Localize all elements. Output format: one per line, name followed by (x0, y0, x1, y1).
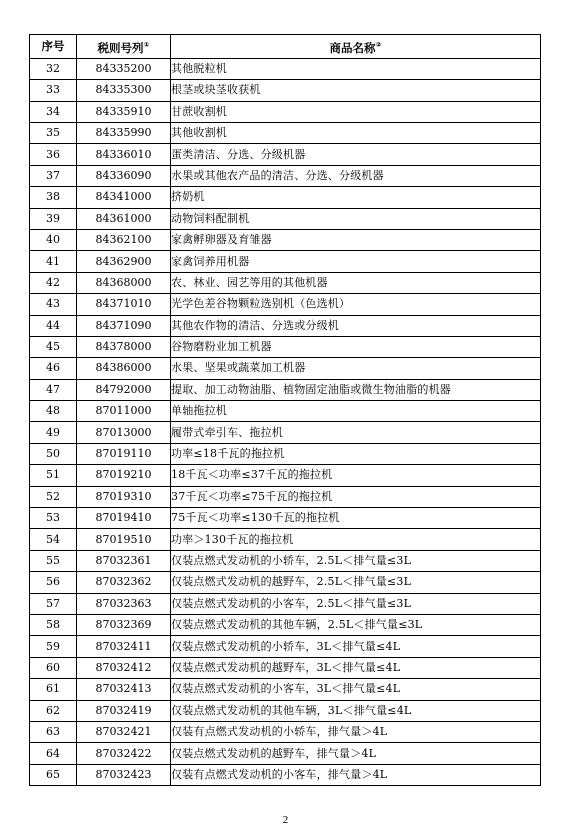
table-row (30, 443, 541, 464)
row-seq: 58 (30, 614, 77, 635)
table-row (30, 251, 541, 272)
table-row (30, 721, 541, 742)
row-code: 87011000 (77, 401, 171, 422)
row-name: 仅装点燃式发动机的越野车，3L＜排气量≤4L (171, 657, 541, 678)
row-name: 功率≤18千瓦的拖拉机 (171, 443, 541, 464)
row-code: 87032363 (77, 593, 171, 614)
row-name: 仅装点燃式发动机的小客车，3L＜排气量≤4L (171, 679, 541, 700)
table-row (30, 379, 541, 400)
row-name: 仅装点燃式发动机的越野车，排气量＞4L (171, 743, 541, 764)
row-seq: 51 (30, 465, 77, 486)
row-seq: 34 (30, 101, 77, 122)
row-name: 蛋类清洁、分选、分级机器 (171, 144, 541, 165)
row-code: 87019410 (77, 508, 171, 529)
row-code: 84335200 (77, 58, 171, 79)
row-name: 仅装点燃式发动机的其他车辆，2.5L＜排气量≤3L (171, 614, 541, 635)
row-seq: 53 (30, 508, 77, 529)
table-row (30, 144, 541, 165)
row-code: 84378000 (77, 336, 171, 357)
row-code: 87032421 (77, 721, 171, 742)
table-row (30, 58, 541, 79)
table-row (30, 614, 541, 635)
row-seq: 61 (30, 679, 77, 700)
row-name: 提取、加工动物油脂、植物固定油脂或微生物油脂的机器 (171, 379, 541, 400)
row-seq: 36 (30, 144, 77, 165)
row-name: 37千瓦＜功率≤75千瓦的拖拉机 (171, 486, 541, 507)
row-code: 87032369 (77, 614, 171, 635)
row-name: 单轴拖拉机 (171, 401, 541, 422)
row-seq: 56 (30, 572, 77, 593)
header-name-note: ② (375, 41, 382, 49)
row-code: 87032422 (77, 743, 171, 764)
table-row (30, 80, 541, 101)
row-name: 挤奶机 (171, 187, 541, 208)
row-name: 75千瓦＜功率≤130千瓦的拖拉机 (171, 508, 541, 529)
row-name: 水果、坚果或蔬菜加工机器 (171, 358, 541, 379)
row-code: 87032362 (77, 572, 171, 593)
row-seq: 63 (30, 721, 77, 742)
table-row (30, 208, 541, 229)
table-row (30, 123, 541, 144)
table-row (30, 486, 541, 507)
table-row (30, 272, 541, 293)
row-code: 87019510 (77, 529, 171, 550)
row-seq: 55 (30, 550, 77, 571)
row-name: 仅装点燃式发动机的小轿车，3L＜排气量≤4L (171, 636, 541, 657)
goods-table (29, 34, 541, 786)
row-code: 84336090 (77, 165, 171, 186)
table-row (30, 679, 541, 700)
table-row (30, 187, 541, 208)
row-seq: 48 (30, 401, 77, 422)
row-code: 87019310 (77, 486, 171, 507)
header-code-label: 税则号列 (97, 40, 144, 55)
row-code: 84336010 (77, 144, 171, 165)
table-body (30, 58, 541, 785)
row-seq: 35 (30, 123, 77, 144)
table-row (30, 743, 541, 764)
row-name: 其他农作物的清洁、分选或分级机 (171, 315, 541, 336)
row-name: 家禽饲养用机器 (171, 251, 541, 272)
row-seq: 45 (30, 336, 77, 357)
table-row (30, 764, 541, 785)
row-code: 84386000 (77, 358, 171, 379)
table-row (30, 529, 541, 550)
header-name (171, 35, 541, 59)
row-seq: 46 (30, 358, 77, 379)
row-name: 仅装点燃式发动机的越野车，2.5L＜排气量≤3L (171, 572, 541, 593)
table-row (30, 636, 541, 657)
row-seq: 64 (30, 743, 77, 764)
row-seq: 32 (30, 58, 77, 79)
row-code: 87032419 (77, 700, 171, 721)
row-seq: 42 (30, 272, 77, 293)
row-name: 仅装点燃式发动机的其他车辆，3L＜排气量≤4L (171, 700, 541, 721)
table-row (30, 700, 541, 721)
table-row (30, 336, 541, 357)
row-seq: 43 (30, 294, 77, 315)
header-name-label: 商品名称 (329, 40, 376, 55)
row-code: 84792000 (77, 379, 171, 400)
table-row (30, 401, 541, 422)
table-row (30, 657, 541, 678)
row-seq: 62 (30, 700, 77, 721)
row-code: 84371010 (77, 294, 171, 315)
row-name: 仅装点燃式发动机的小轿车，2.5L＜排气量≤3L (171, 550, 541, 571)
row-seq: 37 (30, 165, 77, 186)
row-code: 87032413 (77, 679, 171, 700)
header-code-note: ① (143, 41, 150, 49)
row-seq: 54 (30, 529, 77, 550)
row-name: 履带式牵引车、拖拉机 (171, 422, 541, 443)
row-name: 水果或其他农产品的清洁、分选、分级机器 (171, 165, 541, 186)
row-seq: 59 (30, 636, 77, 657)
row-seq: 44 (30, 315, 77, 336)
table-row (30, 294, 541, 315)
row-code: 84362900 (77, 251, 171, 272)
row-code: 84335300 (77, 80, 171, 101)
table-row (30, 315, 541, 336)
row-code: 84362100 (77, 229, 171, 250)
row-name: 光学色差谷物颗粒选别机（色选机） (171, 294, 541, 315)
row-seq: 52 (30, 486, 77, 507)
table-row (30, 358, 541, 379)
row-name: 家禽孵卵器及育雏器 (171, 229, 541, 250)
row-name: 农、林业、园艺等用的其他机器 (171, 272, 541, 293)
row-seq: 40 (30, 229, 77, 250)
header-seq: 序号 (30, 35, 77, 59)
row-code: 87013000 (77, 422, 171, 443)
row-code: 84361000 (77, 208, 171, 229)
table-row (30, 465, 541, 486)
row-seq: 39 (30, 208, 77, 229)
row-seq: 60 (30, 657, 77, 678)
row-name: 仅装点燃式发动机的小客车，2.5L＜排气量≤3L (171, 593, 541, 614)
row-seq: 65 (30, 764, 77, 785)
row-name: 其他脱粒机 (171, 58, 541, 79)
row-seq: 33 (30, 80, 77, 101)
row-name: 18千瓦＜功率≤37千瓦的拖拉机 (171, 465, 541, 486)
table-header-row (30, 35, 541, 59)
table-row (30, 508, 541, 529)
table-row (30, 101, 541, 122)
table-row (30, 550, 541, 571)
table-row (30, 572, 541, 593)
page-number: 2 (282, 814, 289, 826)
row-name: 动物饲料配制机 (171, 208, 541, 229)
row-code: 84335990 (77, 123, 171, 144)
row-code: 84368000 (77, 272, 171, 293)
row-code: 84341000 (77, 187, 171, 208)
row-name: 甘蔗收割机 (171, 101, 541, 122)
row-code: 87019210 (77, 465, 171, 486)
row-name: 功率＞130千瓦的拖拉机 (171, 529, 541, 550)
table-row (30, 229, 541, 250)
row-code: 84335910 (77, 101, 171, 122)
row-name: 仅装有点燃式发动机的小客车，排气量＞4L (171, 764, 541, 785)
table-row (30, 165, 541, 186)
row-seq: 50 (30, 443, 77, 464)
row-name: 根茎或块茎收获机 (171, 80, 541, 101)
row-code: 87032361 (77, 550, 171, 571)
row-name: 谷物磨粉业加工机器 (171, 336, 541, 357)
table-row (30, 593, 541, 614)
row-seq: 38 (30, 187, 77, 208)
row-name: 其他收割机 (171, 123, 541, 144)
row-name: 仅装有点燃式发动机的小轿车，排气量＞4L (171, 721, 541, 742)
row-seq: 41 (30, 251, 77, 272)
row-code: 84371090 (77, 315, 171, 336)
row-code: 87019110 (77, 443, 171, 464)
row-code: 87032411 (77, 636, 171, 657)
row-seq: 57 (30, 593, 77, 614)
row-seq: 49 (30, 422, 77, 443)
header-code (77, 35, 171, 59)
row-code: 87032412 (77, 657, 171, 678)
table-row (30, 422, 541, 443)
row-seq: 47 (30, 379, 77, 400)
row-code: 87032423 (77, 764, 171, 785)
